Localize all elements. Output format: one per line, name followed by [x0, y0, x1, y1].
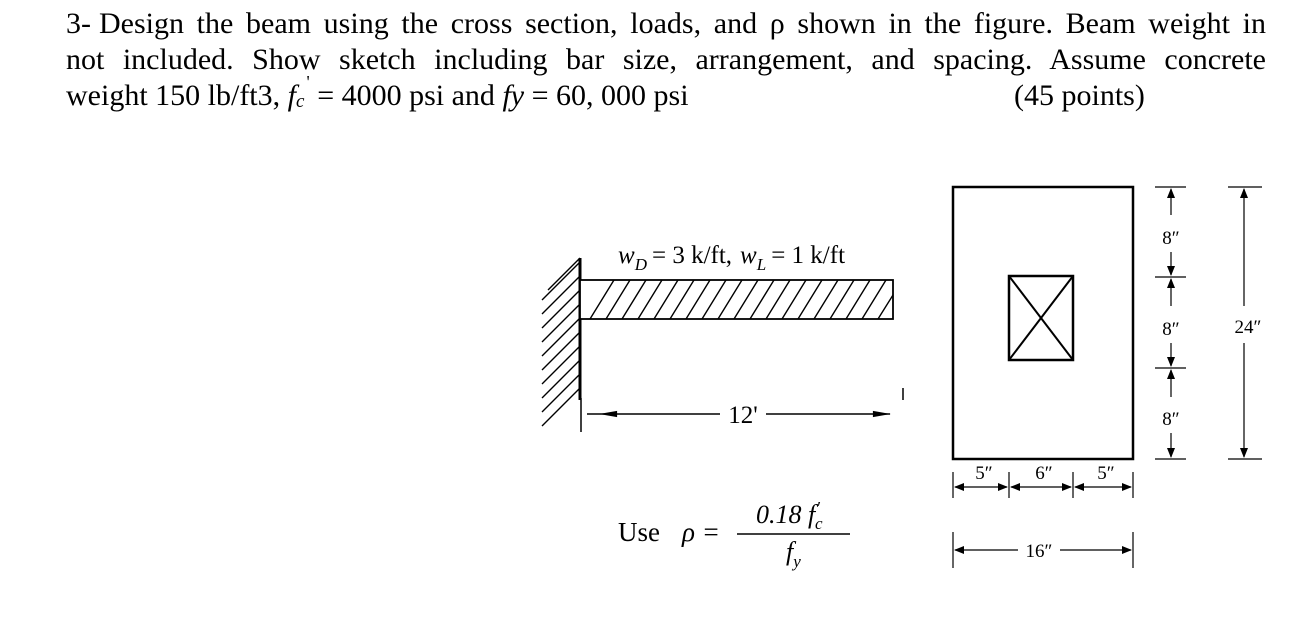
- problem-line-3a: weight 150 lb/ft3,: [66, 79, 281, 112]
- rho-denominator: [786, 537, 801, 571]
- width-mid-label: 6″: [1035, 463, 1053, 484]
- rho-numerator-sub: c: [814, 514, 823, 533]
- rho-denominator-text: f: [786, 537, 794, 566]
- fc-prime: ': [306, 72, 310, 92]
- width-segments: [953, 463, 1133, 498]
- load-w2-symbol: w: [740, 242, 757, 269]
- rho-numerator-prime: ′: [817, 498, 821, 517]
- fixed-support: [542, 258, 580, 426]
- width-left-label: 5″: [975, 463, 993, 484]
- load-w-symbol: w: [618, 242, 635, 269]
- load-l-subscript: L: [756, 255, 767, 274]
- rho-use-label: Use: [618, 517, 660, 547]
- load-label: [618, 242, 845, 274]
- fc-subscript: c: [296, 91, 305, 112]
- distributed-load: [580, 280, 893, 319]
- cantilever-beam: [542, 242, 903, 432]
- load-l-value: = 1 k/ft: [771, 242, 846, 269]
- height-segments: [1155, 187, 1186, 459]
- height-bot-label: 8″: [1162, 409, 1180, 430]
- rho-numerator-text: 0.18 f: [756, 500, 816, 529]
- height-top-label: 8″: [1162, 228, 1180, 249]
- rho-formula: [618, 498, 850, 571]
- problem-line-1-text: Design the beam using the cross section, loads, and ρ shown in the figure. Beam weight in: [99, 7, 1266, 40]
- width-right-label: 5″: [1097, 463, 1115, 484]
- points-label: (45 points): [1014, 79, 1145, 112]
- load-d-subscript: D: [634, 255, 647, 274]
- cross-section: [953, 187, 1262, 568]
- rho-denominator-sub: y: [793, 552, 801, 571]
- fy-symbol: fy: [502, 79, 525, 112]
- problem-line-3c: = 60, 000 psi: [531, 79, 689, 112]
- load-d-value: = 3 k/ft,: [651, 242, 733, 269]
- problem-line-3b: = 4000 psi and: [317, 79, 495, 112]
- total-height-dim: [1228, 187, 1262, 459]
- problem-line-2-text: not included. Show sketch including bar size, arrangement, and spacing. Assume concrete: [66, 43, 1266, 76]
- problem-number: 3-: [66, 7, 91, 40]
- span-label: 12': [728, 402, 758, 429]
- span-dimension: [581, 388, 903, 432]
- total-width-label: 16″: [1025, 541, 1053, 562]
- section-outline: [953, 187, 1133, 459]
- rho-symbol: ρ =: [682, 517, 720, 547]
- total-width-dim: [953, 532, 1133, 568]
- total-height-label: 24″: [1234, 317, 1262, 338]
- fc-symbol: f: [287, 79, 296, 112]
- height-mid-label: 8″: [1162, 319, 1180, 340]
- rho-numerator: [756, 498, 823, 533]
